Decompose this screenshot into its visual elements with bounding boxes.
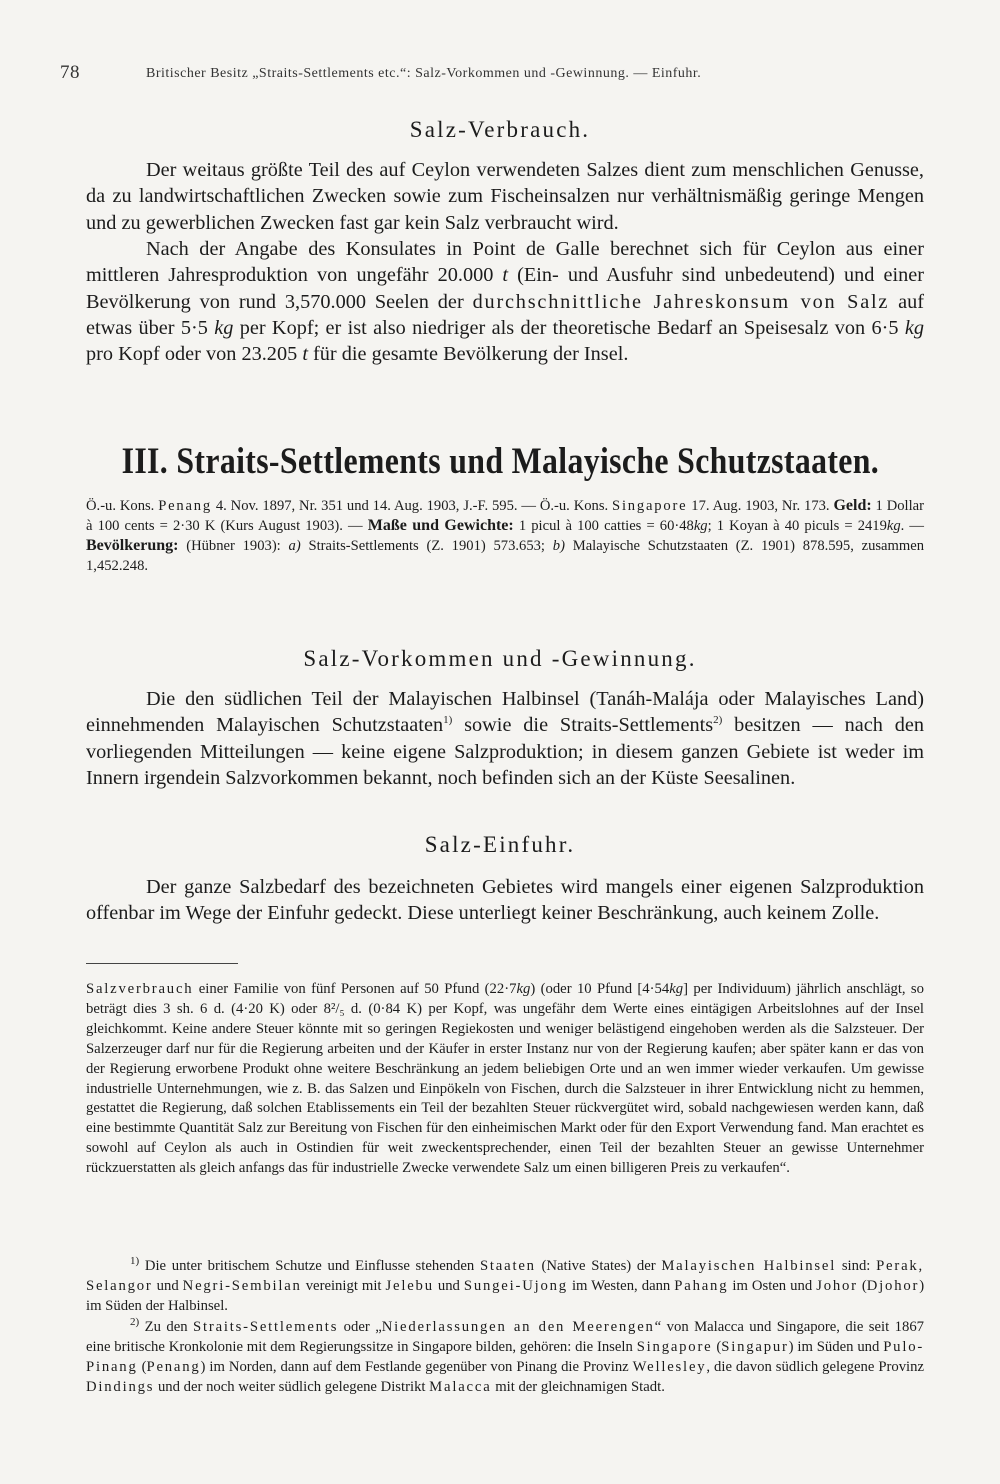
spaced-text: Straits-Settlements	[193, 1319, 339, 1335]
text: vereinigt mit	[305, 1277, 382, 1294]
text: ) im Norden, dann auf dem Festlande gegenüber von Pinang die Provinz	[200, 1358, 629, 1375]
text: im Westen, dann	[571, 1277, 671, 1294]
text: (	[861, 1277, 867, 1294]
spaced-text: Staaten	[479, 1258, 536, 1274]
heading-salz-einfuhr: Salz-Einfuhr.	[424, 832, 576, 857]
text: auf etwas über 5·5	[86, 290, 925, 339]
text: sowie die Straits-Settlements	[464, 714, 714, 737]
footnote-2	[86, 1318, 924, 1398]
unit: kg	[214, 316, 234, 339]
spaced-text: Singapore	[612, 498, 688, 514]
text: Nach der Angabe des Konsulates in Point de Galle berechnet sich für Ceylon aus einer mittleren Jahresproduktion von ungefähr 20.000	[86, 238, 924, 287]
spaced-text: Penang	[158, 498, 212, 514]
unit: t	[502, 264, 509, 287]
text: (Ein- und Ausfuhr sind unbedeutend) und einer Bevölkerung von rund 3,570.000 Seelen der	[86, 264, 924, 313]
paragraph-einfuhr	[86, 874, 924, 927]
main-title: III. Straits-Settlements und Malayische Schutzstaaten.	[121, 441, 880, 482]
source-metadata	[86, 496, 924, 576]
spaced-text: Singapore	[636, 1338, 713, 1355]
text: (	[141, 1358, 147, 1375]
text: 1 Dollar à 100 cents = 2·30 K (Kurs August 1903). —	[86, 498, 924, 534]
paragraph-verbrauch-1	[86, 157, 924, 236]
footnote-1	[86, 1257, 924, 1317]
spaced-text: Singapur	[721, 1338, 789, 1355]
page-number: 78	[60, 62, 80, 83]
text: , die davon südlich gelegene Provinz	[706, 1358, 925, 1375]
running-title: Britischer Besitz „Straits-Settlements etc.“: Salz-Vorkommen und -Gewinnung. — Einfuhr.	[146, 66, 702, 81]
text: per Kopf; er ist also niedriger als der theoretische Bedarf an Speisesalz von 6·5	[239, 316, 899, 339]
footnote-ref-1[interactable]: 1)	[443, 714, 453, 727]
spaced-text: Penang	[146, 1358, 201, 1375]
text: mit der gleichnamigen Stadt.	[495, 1378, 665, 1395]
label-masse: Maße und Gewichte:	[367, 517, 514, 534]
paragraph-verbrauch-2	[86, 236, 924, 367]
spaced-text: Djohor	[866, 1277, 920, 1294]
footnote-separator	[86, 963, 238, 964]
text: sind:	[841, 1258, 871, 1274]
unit: kg	[904, 316, 924, 339]
text: besitzen — nach den vorliegenden Mitteilungen — keine eigene Salzproduktion; in diesem ganzen Gebiete ist weder im Innern irgendein Salzvorkommen bekannt, noch befinden sich an der Küste Seesalinen.	[86, 714, 925, 789]
text: Der weitaus größte Teil des auf Ceylon verwendeten Salzes dient zum menschlichen Genusse, da zu landwirtschaftlichen Zwecken sowie zum Fischeinsalzen nur verhältnismäßig geringe Mengen und zu gewerblichen Zwecken fast gar kein Salz verbraucht wird.	[86, 159, 924, 234]
spaced-text: Pahang	[674, 1277, 729, 1294]
text: einer Familie von fünf Personen auf 50 Pfund (22·7	[198, 981, 517, 997]
footnote-ref-2[interactable]: 2)	[713, 714, 723, 727]
text: 4. Nov. 1897, Nr. 351 und 14. Aug. 1903, J.-F. 595. — Ö.-u. Kons.	[215, 498, 609, 514]
text: ) im Süden der Halbinsel.	[86, 1277, 925, 1314]
footnote-continuation	[86, 980, 924, 1179]
text: 1 picul à 100 catties = 60·48	[518, 518, 694, 534]
spaced-text: Sungei-Ujong	[463, 1277, 568, 1294]
spaced-text: Perak, Selangor	[86, 1258, 925, 1294]
footnote-mark: 1)	[130, 1255, 140, 1268]
text: (	[716, 1338, 722, 1355]
heading-salz-verbrauch: Salz-Verbrauch.	[409, 117, 591, 142]
text: pro Kopf oder von 23.205	[86, 343, 298, 366]
page-header	[60, 62, 940, 90]
text: Die den südlichen Teil der Malayischen Halbinsel (Tanáh-Malája oder Malayisches Land) einnehmenden Malayischen Schutzstaaten	[86, 688, 924, 737]
spaced-text: durchschnittliche Jahreskonsum von Salz	[472, 290, 890, 313]
label-geld: Geld:	[833, 497, 872, 514]
paragraph-vorkommen	[86, 686, 924, 791]
heading-salz-vorkommen: Salz-Vorkommen und -Gewinnung.	[303, 646, 697, 671]
text: ; 1 Koyan à 40 piculs = 2419	[707, 518, 887, 534]
text: für die gesamte Bevölkerung der Insel.	[313, 343, 629, 366]
unit: kg	[516, 981, 531, 997]
spaced-text: Dindings	[86, 1378, 155, 1395]
spaced-text: Malayischen Halbinsel	[661, 1258, 837, 1274]
unit: kg	[886, 518, 901, 534]
text: oder „	[343, 1319, 382, 1335]
footnote-mark: 2)	[130, 1316, 140, 1329]
text: Der ganze Salzbedarf des bezeichneten Gebietes wird mangels einer eigenen Salzproduktion offenbar im Wege der Einfuhr gedeckt. Diese unterliegt keiner Beschränkung, auch keinem Zolle.	[86, 876, 924, 925]
text: Zu den	[144, 1319, 188, 1335]
text: Die unter britischem Schutze und Einflusse stehenden	[144, 1258, 475, 1274]
text: “ von Malacca und Singapore, die seit 1867 eine britische Kronkolonie mit dem Regierungssitze in Singapore bilden, gehören: die Inseln	[86, 1319, 925, 1355]
text: Ö.-u. Kons.	[86, 498, 155, 514]
unit: kg	[693, 518, 708, 534]
text: (Hübner 1903):	[186, 538, 281, 554]
spaced-text: Negri-Sembilan	[182, 1277, 302, 1294]
text: ] per Individuum) jährlich anschlägt, so beträgt dies 3 sh. 6 d. (4·20 K) oder 8²/₅ d. (0·84 K) per Kopf, was ungefähr dem Werte eines eintägigen Arbeitslohnes auf der Insel gleichkommt. Keine andere Steuer könnte mit so geringen Regiekosten und weniger belästigend eingehoben werden als die Salzsteuer. Der Salzerzeuger darf nur für die Regierung arbeiten und der Käufer in erster Instanz nur von der Regierung kaufen; aber später kann er das von der Regierung erworbene Produkt ohne weitere Beschränkung an jedem beliebigen Orte und an wen immer wieder verkaufen. Um gewisse industrielle Unternehmungen, wie z. B. das Salzen und Einpökeln von Fischen, durch die Salzsteuer in ihrer Entwicklung nicht zu hemmen, gestattet die Regierung, daß solchen Etablissements ein Teil der bezahlten Steuer rückvergütet wird, sobald nachgewiesen werden kann, daß eine bestimmte Quantität Salz zur Bereitung von Fischen für den einheimischen Markt oder für den Export Verwendung fand. Man erachtet es sowohl auf Ceylon als auch in Ostindien für weit zweckentsprechender, einen Teil der bezahlten Steuer an gewisse Unternehmer rückzuerstatten als gleich anfangs das für industrielle Zwecke verwendete Salz um einen billigeren Preis zu verkaufen“.	[86, 981, 924, 1177]
spaced-text: Wellesley	[632, 1358, 707, 1375]
unit: t	[302, 343, 308, 366]
marker: a)	[288, 538, 301, 554]
label-bevoelkerung: Bevölkerung:	[86, 537, 179, 554]
text: ) (oder 10 Pfund [4·54	[530, 981, 670, 997]
spaced-text: Pulo-Pinang	[86, 1338, 925, 1375]
spaced-text: Niederlassungen an den Meerengen	[381, 1319, 655, 1335]
text: . —	[900, 518, 925, 534]
text: Straits-Settlements (Z. 1901) 573.653;	[308, 538, 545, 554]
text: 17. Aug. 1903, Nr. 173.	[691, 498, 830, 514]
spaced-text: Malacca	[429, 1378, 492, 1395]
text: und	[156, 1277, 179, 1294]
text: und der noch weiter südlich gelegene Distrikt	[157, 1378, 426, 1395]
text: im Osten und	[732, 1277, 813, 1294]
spaced-text: Salzverbrauch	[86, 981, 194, 997]
text: Malayische Schutzstaaten (Z. 1901) 878.595, zusammen 1,452.248.	[86, 538, 925, 574]
spaced-text: Johor	[816, 1277, 858, 1294]
text: (Native States) der	[541, 1258, 656, 1274]
spaced-text: Jelebu	[385, 1277, 434, 1294]
text: und	[437, 1277, 460, 1294]
unit: kg	[669, 981, 684, 997]
text: ) im Süden und	[788, 1338, 880, 1355]
marker: b)	[552, 538, 565, 554]
